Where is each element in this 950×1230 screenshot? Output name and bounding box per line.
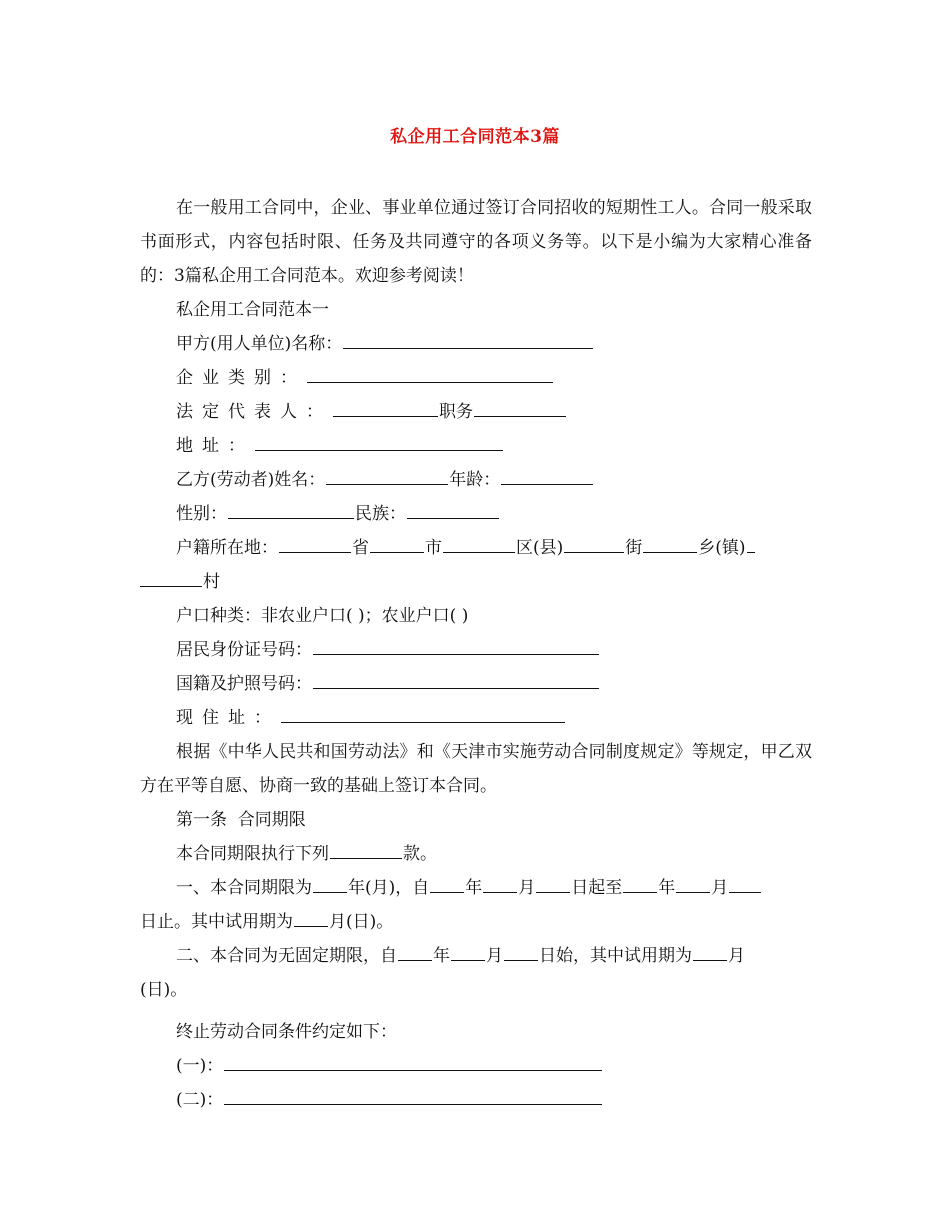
termination-item-1 (176, 1049, 816, 1083)
gender-row (176, 497, 816, 531)
village-blank[interactable] (140, 568, 202, 587)
party-b-row (176, 463, 816, 497)
district-label: 区(县) (516, 538, 564, 558)
item-1-label: (一)： (176, 1056, 224, 1076)
province-blank[interactable] (279, 534, 351, 553)
fixed-term-lead: 一、本合同期限为 (176, 878, 312, 898)
end-month-label: 月 (711, 878, 729, 898)
position-blank[interactable] (474, 398, 566, 417)
gender-label: 性别： (176, 504, 227, 524)
fixed-term-row-2 (140, 905, 780, 939)
open-month-blank[interactable] (451, 942, 485, 961)
start-year-label: 年 (465, 878, 483, 898)
passport-row (176, 667, 816, 701)
household-row (176, 531, 816, 565)
probation-blank[interactable] (294, 908, 328, 927)
year-month-label: 年(月)，自 (348, 878, 430, 898)
household-label: 户籍所在地： (176, 538, 278, 558)
document-title: 私企用工合同范本3篇 (390, 127, 560, 147)
article-1-exec-suffix: 款。 (403, 844, 437, 864)
probation-unit-label: 月(日)。 (329, 912, 394, 932)
item-2-label: (二)： (176, 1090, 224, 1110)
province-label: 省 (352, 538, 369, 558)
street-blank[interactable] (564, 534, 624, 553)
day-end-label: 日止。其中试用期为 (140, 912, 293, 932)
village-label: 村 (203, 572, 220, 592)
open-year-label: 年 (433, 946, 450, 966)
legal-rep-label: 法定代表人： (176, 402, 332, 422)
start-year-blank[interactable] (430, 874, 464, 893)
district-blank[interactable] (443, 534, 515, 553)
day-start-label: 日始，其中试用期为 (539, 946, 692, 966)
start-day-blank[interactable] (536, 874, 570, 893)
start-month-blank[interactable] (483, 874, 517, 893)
passport-blank[interactable] (313, 670, 599, 689)
id-number-blank[interactable] (313, 636, 599, 655)
end-month-blank[interactable] (676, 874, 710, 893)
id-number-row (176, 633, 816, 667)
ethnicity-blank[interactable] (407, 500, 499, 519)
village-row (140, 565, 780, 599)
start-month-label: 月 (518, 878, 536, 898)
article-1-exec-label: 本合同期限执行下列 (176, 844, 329, 864)
address-blank[interactable] (255, 432, 503, 451)
item-1-blank[interactable] (224, 1052, 602, 1071)
enterprise-type-row (176, 361, 816, 395)
street-label: 街 (625, 538, 643, 558)
end-year-label: 年 (658, 878, 676, 898)
basis-paragraph: 根据《中华人民共和国劳动法》和《天津市实施劳动合同制度规定》等规定，甲乙双方在平等自愿、协商一致的基础上签订本合同。 (140, 742, 812, 796)
article-1-heading: 第一条 合同期限 (176, 810, 306, 830)
end-year-blank[interactable] (623, 874, 657, 893)
legal-rep-row (176, 395, 816, 429)
passport-label: 国籍及护照号码： (176, 674, 312, 694)
section-1-title: 私企用工合同范本一 (176, 300, 329, 320)
party-b-name-label: 乙方(劳动者)姓名： (176, 470, 326, 490)
village-blank-start[interactable] (747, 534, 755, 553)
termination-heading: 终止劳动合同条件约定如下： (176, 1022, 397, 1042)
party-b-name-blank[interactable] (326, 466, 448, 485)
open-month-label: 月 (486, 946, 503, 966)
item-2-blank[interactable] (224, 1086, 602, 1105)
age-blank[interactable] (501, 466, 593, 485)
household-type-row: 户口种类：非农业户口( )；农业户口( ) (176, 606, 469, 626)
open-term-row-2: (日)。 (140, 980, 188, 1000)
current-address-blank[interactable] (281, 704, 565, 723)
open-month-unit: 月 (728, 946, 745, 966)
article-1-exec-row (176, 837, 816, 871)
termination-item-2 (176, 1083, 816, 1117)
enterprise-type-label: 企业类别： (176, 368, 306, 388)
open-year-blank[interactable] (398, 942, 432, 961)
term-length-blank[interactable] (313, 874, 347, 893)
current-address-row (176, 701, 816, 735)
open-term-row (176, 939, 816, 973)
address-label: 地址： (176, 436, 254, 456)
party-a-name-row (176, 327, 816, 361)
address-row (176, 429, 816, 463)
gender-blank[interactable] (228, 500, 354, 519)
open-day-blank[interactable] (504, 942, 538, 961)
age-label: 年龄： (449, 470, 501, 490)
legal-rep-blank[interactable] (333, 398, 438, 417)
township-blank[interactable] (643, 534, 697, 553)
intro-paragraph: 在一般用工合同中，企业、事业单位通过签订合同招收的短期性工人。合同一般采取书面形式，内容包括时限、任务及共同遵守的各项义务等。以下是小编为大家精心准备的：3篇私企用工合同范本。欢迎参考阅读！ (140, 198, 812, 286)
city-blank[interactable] (370, 534, 424, 553)
end-day-blank[interactable] (729, 874, 761, 893)
enterprise-type-blank[interactable] (307, 364, 553, 383)
day-from-to-label: 日起至 (571, 878, 623, 898)
id-number-label: 居民身份证号码： (176, 640, 312, 660)
party-a-name-label: 甲方(用人单位)名称： (176, 334, 343, 354)
township-label: 乡(镇) (698, 538, 746, 558)
open-probation-blank[interactable] (693, 942, 727, 961)
city-label: 市 (425, 538, 442, 558)
open-term-lead: 二、本合同为无固定期限，自 (176, 946, 397, 966)
fixed-term-row (176, 871, 816, 905)
ethnicity-label: 民族： (355, 504, 406, 524)
current-address-label: 现住址： (176, 708, 280, 728)
article-1-exec-blank[interactable] (330, 840, 402, 859)
party-a-name-blank[interactable] (343, 330, 593, 349)
position-label: 职务 (439, 402, 473, 422)
